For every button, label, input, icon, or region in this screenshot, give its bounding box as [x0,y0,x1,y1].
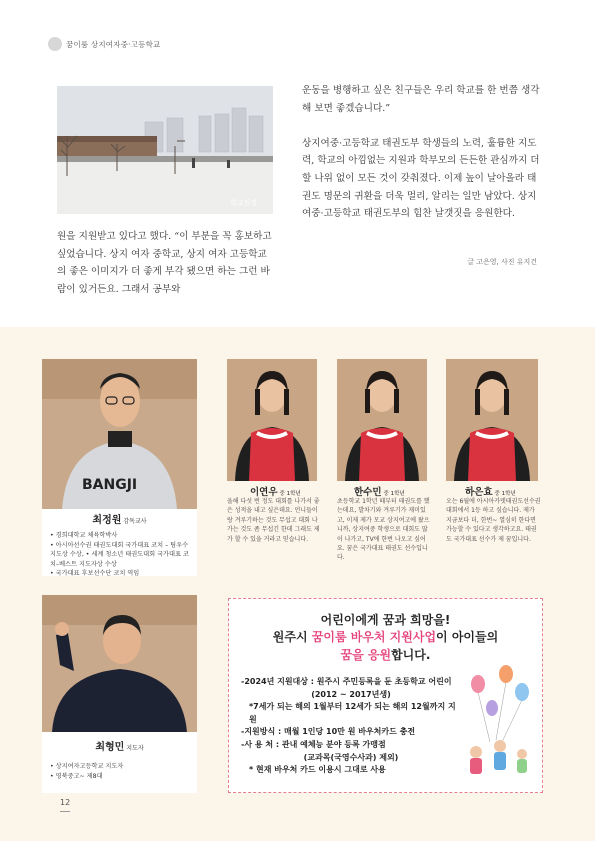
voucher-line-3 [229,646,542,663]
bio-item: • 국가대표 후보선수단 코치 역임 [50,570,140,577]
athlete1-portrait [227,359,317,481]
article-right-column [302,82,542,240]
athlete1-comment: 올해 다섯 번 정도 대회를 나가서 좋은 성적을 내고 싶은데요. 언니들이랑 겨루기하는 것도 무섭고 대회 나가는 것도 좀 무섭긴 한데 그래도 제가 할 수 있을 거라고 믿습니다. [227,498,320,543]
athlete2-name: 한수민 [354,487,382,498]
athlete1-photo [227,359,317,481]
photo-caption: 학교전경 [229,199,257,207]
athlete3-name-line [465,484,516,498]
voucher-line2-pre: 원주시 [272,630,312,644]
page-number-underline [60,811,70,812]
school-view-photo [57,86,273,214]
bio-item: • 경희대학교 체육학박사 [50,532,118,539]
school-view-illustration [57,86,273,214]
coach1-portrait [42,359,197,509]
coach2-card [42,732,197,793]
article-paragraph-2: 상지여중·고등학교 태권도부 학생들의 노력, 훌륭한 지도력, 학교의 아낌없는 지원과 학부모의 든든한 관심까지 더할 나위 없이 모든 것이 갖춰졌다. 이제 높이 날아올라 태권도 명문의 귀환을 더욱 멀리, 알리는 일만 남았다. 상지여중·고등학교 태권도부의 힘찬 날갯짓을 응원한다. [302,137,540,220]
voucher-ad-box [228,598,543,793]
bio-item: • 아시아선수권 태권도대회 국가대표 코치 – 팀우수 지도상 수상, • 세계 청소년 태권도대회 국가대표 코치–베스트 지도자상 수상 [50,541,189,568]
coach2-bio-list [50,762,189,781]
article-credit: 글 고은영, 사진 유지건 [467,258,537,266]
athlete3-comment: 오는 6월에 아시아카뎃태권도선수권 대회에서 1등 하고 싶습니다. 제가 지금보다 더, 한번~ 열심히 한다면 가능할 수 있다고 생각하고요. 태권도 국가대표 선수가 제 꿈입니다. [446,498,541,543]
voucher-item: (2012 ~ 2017년생) [311,689,391,699]
athlete3-photo [446,359,538,481]
voucher-item: *7세가 되는 해의 1월부터 12세가 되는 해의 12월까지 지원 [249,702,456,724]
coach2-name-line [50,741,189,756]
voucher-program-name: 꿈이룸 바우처 지원사업 [311,630,437,644]
athlete1-grade: 중 1학년 [279,491,301,497]
header-label: 꿈이룸 상지여자중·고등학교 [66,39,161,49]
coach2-portrait [42,595,197,732]
page-header [48,36,161,52]
voucher-item: -사 용 처 : 관내 예체능 분야 등록 가맹점 [241,739,386,749]
coach1-photo [42,359,197,509]
athlete2-name-line [354,484,405,498]
bio-item: • 상지여자고등학교 지도자 [50,763,124,770]
article-left-column [57,228,275,298]
page-number [60,798,70,807]
article-paragraph: 원을 지원받고 있다고 했다. “이 부분을 꼭 홍보하고 싶었습니다. 상지 여자 중학교, 상지 여자 고등학교의 좋은 이미지가 더 좋게 부각 됐으면 하는 그런 바람이 있거든요. 그래서 공부와 [57,231,272,295]
athlete1-name-line [250,484,301,498]
voucher-line2-post: 이 아이들의 [436,630,499,644]
athlete3-grade: 중 1학년 [494,491,516,497]
bio-item: • 영북중고~ 제8대 [50,772,103,780]
coach2-role: 지도자 [126,745,144,752]
athlete1-name: 이연우 [250,487,278,498]
coach1-bio-list [50,531,189,579]
athlete2-comment: 초등학교 1학년 때부터 태권도를 했는데요, 발차기와 겨루기가 재미있고, 이제 제가 모교 상지여고에 왔으니까, 상지여중 학생으로 대회도 많이 나가고, TV에 한번 나오고 싶어요. 꿈은 국가대표 태권도 선수입니다. [337,498,430,562]
voucher-item: -지원방식 : 매월 1인당 10만 원 바우처카드 충전 [241,727,416,737]
voucher-item: (교과목(국영수사과) 제외) [303,752,399,762]
athlete2-photo [337,359,427,481]
athlete2-grade: 중 1학년 [383,491,405,497]
page-number-text: 12 [60,798,71,807]
coach1-name: 최정원 [92,515,122,526]
header-tab-marker [48,37,62,51]
coach2-name: 최형민 [95,742,125,753]
voucher-line3-post: 합니다. [391,648,431,662]
voucher-item: -2024년 지원대상 : 원주시 주민등록을 둔 초등학교 어린이 [241,677,452,686]
voucher-line3-pink: 꿈을 응원 [340,648,392,662]
voucher-details [241,676,461,777]
article-paragraph-1: 운동을 병행하고 싶은 친구들은 우리 학교를 한 번쯤 생각해 보면 좋겠습니다.” [302,85,540,114]
voucher-line-2 [229,628,542,645]
kids-balloons-illustration [456,664,536,784]
coach1-name-line [50,514,189,529]
coach1-card [42,509,197,576]
coach1-role: 감독교사 [123,518,147,525]
coach2-photo [42,595,197,732]
athlete2-portrait [337,359,427,481]
athlete3-portrait [446,359,538,481]
voucher-item: * 현재 바우처 카드 이용시 그대로 사용 [249,765,386,775]
voucher-headline: 어린이에게 꿈과 희망을! [320,613,451,627]
athlete3-name: 하은효 [465,487,493,498]
svg-text:BANGJI: BANGJI [82,477,138,493]
